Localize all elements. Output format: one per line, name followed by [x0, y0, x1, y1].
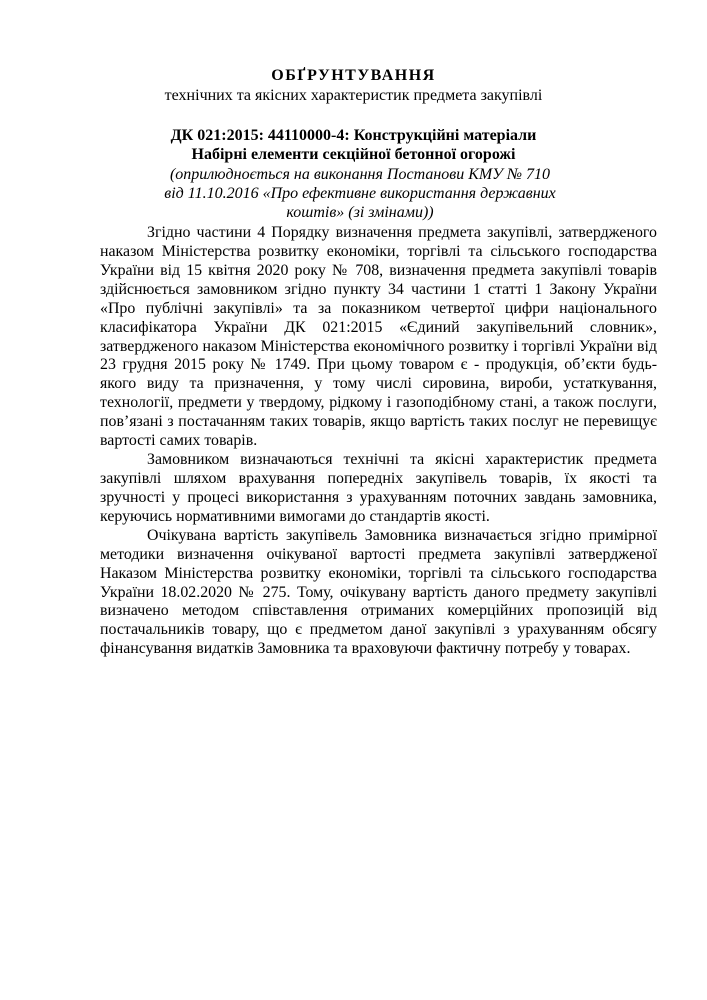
publication-note: (оприлюдноється на виконання Постанови КМУ № 710 від 11.10.2016 «Про ефективне використання державних коштів» (зі змінами))	[164, 166, 556, 221]
dk-code-heading: ДК 021:2015: 44110000-4: Конструкційні матеріали	[170, 127, 537, 144]
document-title: ОБҐРУНТУВАННЯ	[271, 67, 436, 84]
paragraph-expected-cost: Очікувана вартість закупівель Замовника визначається згідно примірної методики визначення очікуваної вартості предмета закупівлі затвердженої Наказом Міністерства розвитку економіки, торгівлі та сільського господарства України 18.02.2020 № 275. Тому, очікувану вартість даного предмету закупівлі визначено методом співставлення отриманих комерційних пропозицій від постачальників товару, що є предметом даної закупівлі з урахуванням обсягу фінансування видатків Замовника та враховуючи фактичну потребу у товарах.	[100, 526, 657, 658]
document-subtitle: технічних та якісних характеристик предмета закупівлі	[164, 87, 543, 104]
document-body	[100, 224, 657, 659]
paragraph-classification: Згідно частини 4 Порядку визначення предмета закупівлі, затвердженого наказом Міністерства розвитку економіки, торгівлі та сільського господарства України від 15 квітня 2020 року № 708, визначення предмета закупівлі товарів здійснюється замовником згідно пункту 34 частини 1 статті 1 Закону України «Про публічні закупівлі» та за показником четвертої цифри національного класифікатора України ДК 021:2015 «Єдиний закупівельний словник», затвердженого наказом Міністерства економічного розвитку і торгівлі України від 23 грудня 2015 року № 1749. При цьому товаром є - продукція, об’єкти будь-якого виду та призначення, у тому числі сировина, вироби, устаткування, технології, предмети у твердому, рідкому і газоподібному стані, а також послуги, пов’язані з постачанням таких товарів, якщо вартість таких послуг не перевищує вартості самих товарів.	[100, 224, 657, 450]
paragraph-characteristics: Замовником визначаються технічні та якісні характеристик предмета закупівлі шляхом врахування попередніх закупівель товарів, їх якості та зручності у процесі використання з урахуванням поточних завдань замовника, керуючись нормативними вимогами до стандартів якості.	[100, 451, 657, 525]
dk-name-heading: Набірні елементи секційної бетонної огорожі	[191, 146, 516, 163]
